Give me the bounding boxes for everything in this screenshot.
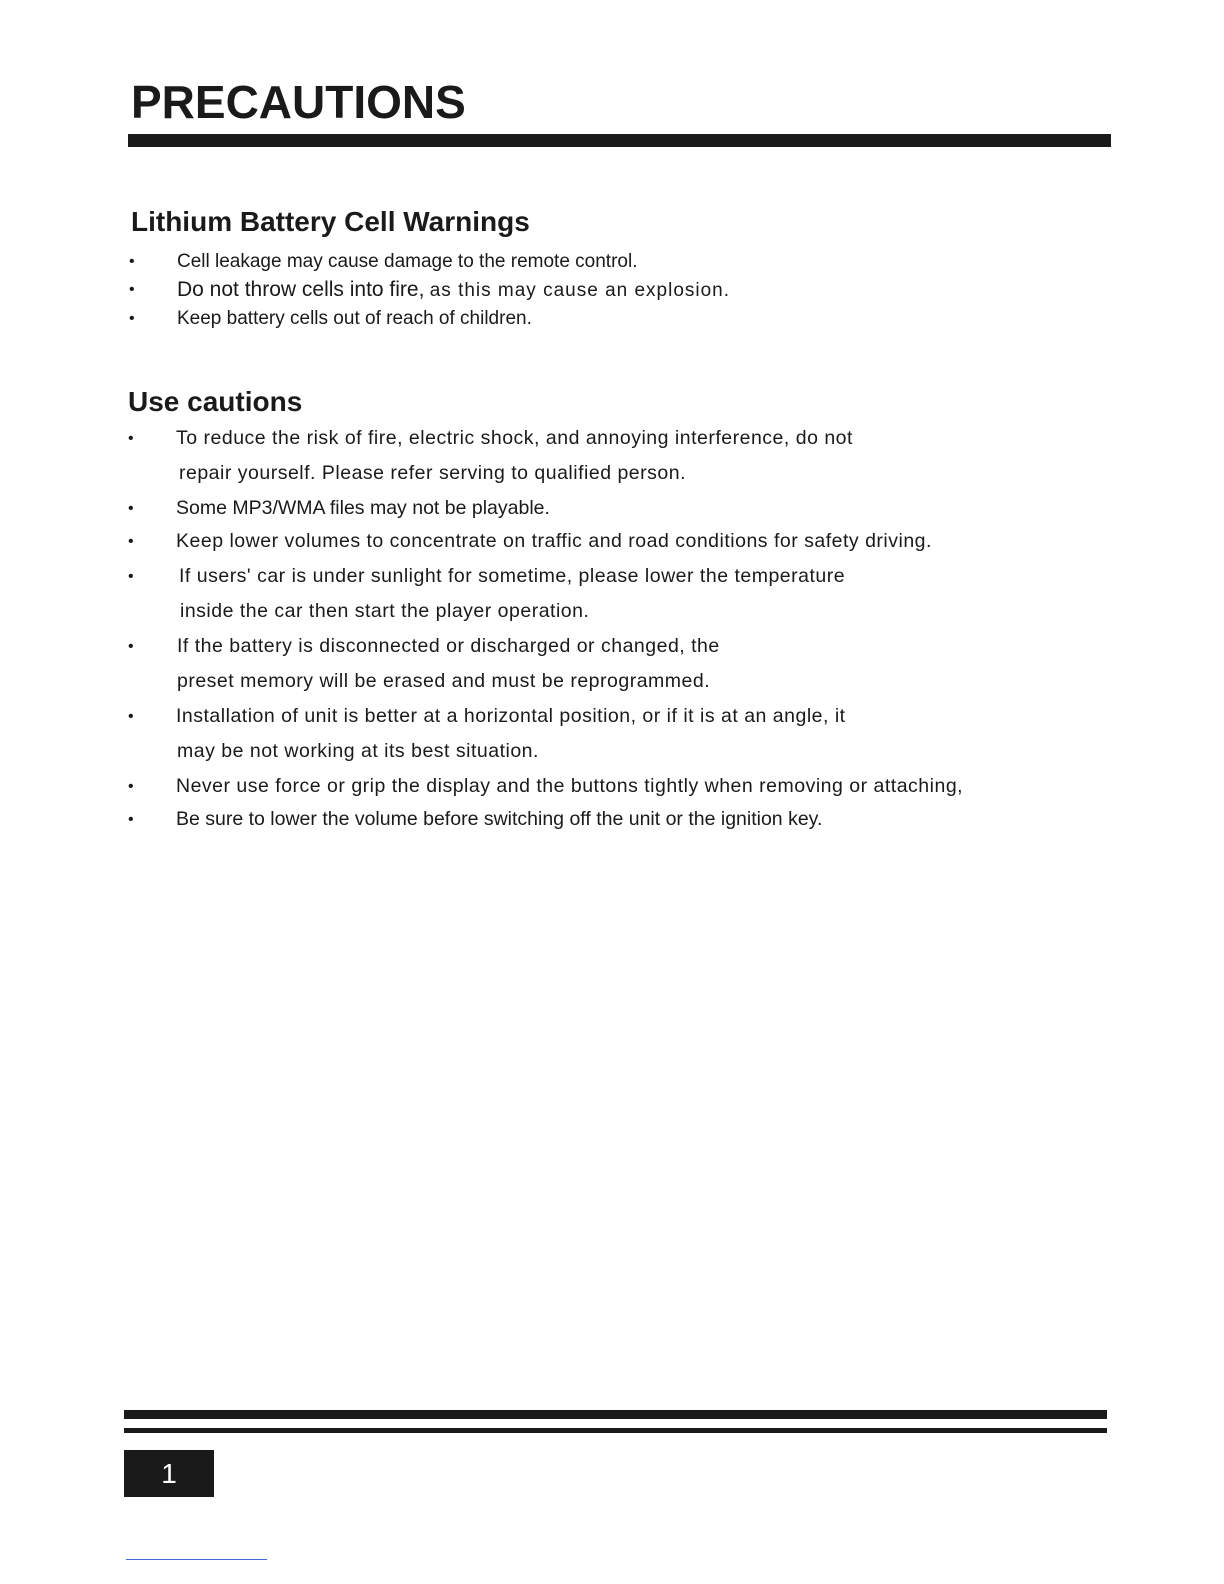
list-item — [129, 276, 1029, 305]
list-item — [128, 493, 1078, 524]
list-item-line: If users' car is under sunlight for sometime, please lower the temperature — [179, 565, 846, 587]
list-item — [128, 629, 1078, 699]
list-item-line: Some MP3/WMA files may not be playable. — [176, 497, 550, 519]
list-item-line: inside the car then start the player operation. — [180, 600, 590, 622]
bullet-icon: • — [129, 310, 135, 327]
bullet-icon: • — [128, 811, 134, 828]
list-item-line: preset memory will be erased and must be reprogrammed. — [177, 670, 711, 692]
list-item — [128, 421, 1078, 491]
bullet-icon: • — [128, 778, 135, 795]
list-item — [128, 769, 1078, 804]
section-heading-use-cautions: Use cautions — [128, 386, 303, 417]
footer-divider-thick — [124, 1410, 1107, 1419]
list-item — [129, 305, 1029, 333]
use-cautions-list — [128, 421, 1078, 835]
bullet-icon: • — [128, 568, 135, 585]
list-item — [128, 524, 1078, 559]
list-item-line: Keep lower volumes to concentrate on traffic and road conditions for safety driving. — [176, 530, 932, 552]
list-item-line: Never use force or grip the display and the buttons tightly when removing or attaching, — [176, 775, 964, 797]
list-item — [128, 559, 1078, 629]
list-item — [129, 248, 1029, 276]
page-title: PRECAUTIONS — [131, 76, 466, 128]
lithium-warning-list — [129, 248, 1029, 333]
list-item-text: as this may cause an explosion. — [429, 280, 731, 301]
page-number: 1 — [124, 1450, 214, 1497]
footer-blue-line — [126, 1559, 267, 1560]
bullet-icon: • — [128, 533, 135, 550]
bullet-icon: • — [129, 281, 135, 298]
list-item-line: To reduce the risk of fire, electric shock, and annoying interference, do not — [176, 427, 853, 449]
section-heading-lithium: Lithium Battery Cell Warnings — [131, 206, 530, 237]
list-item-line: Installation of unit is better at a horizontal position, or if it is at an angle, it — [176, 705, 846, 727]
title-divider — [128, 134, 1111, 147]
bullet-icon: • — [129, 253, 135, 270]
list-item-line: repair yourself. Please refer serving to qualified person. — [179, 462, 686, 484]
bullet-icon: • — [128, 708, 135, 725]
list-item-line: Be sure to lower the volume before switching off the unit or the ignition key. — [176, 808, 823, 830]
bullet-icon: • — [128, 500, 134, 517]
list-item-line: may be not working at its best situation. — [177, 740, 539, 762]
list-item-text: Cell leakage may cause damage to the remote control. — [177, 251, 638, 272]
bullet-icon: • — [128, 638, 135, 655]
list-item — [128, 804, 1078, 835]
list-item-line: If the battery is disconnected or discharged or changed, the — [177, 635, 720, 657]
footer-divider-thin — [124, 1428, 1107, 1433]
list-item-text-emphasis: Do not throw cells into fire, — [177, 278, 425, 301]
list-item — [128, 699, 1078, 769]
list-item-text: Keep battery cells out of reach of children. — [177, 308, 532, 329]
bullet-icon: • — [128, 430, 135, 447]
